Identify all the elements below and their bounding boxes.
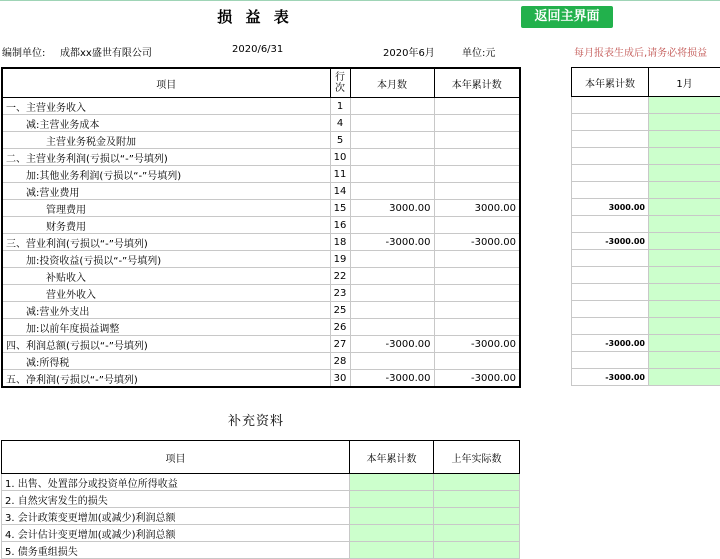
supp-cell-ytd-input[interactable] [350,474,434,491]
page-title: 损 益 表 [200,6,310,27]
side-cell-jan-input[interactable] [649,233,720,250]
side-row [572,318,720,335]
cell-line: 5 [330,132,350,149]
cell-line: 11 [330,166,350,183]
cell-item: 主营业务税金及附加 [2,132,330,149]
side-cell-jan-input[interactable] [649,267,720,284]
side-header-jan: 1月 [649,68,720,97]
supp-row [2,474,520,491]
table-row [2,353,520,370]
side-row [572,165,720,182]
supp-cell-item: 1. 出售、处置部分或投资单位所得收益 [2,474,350,491]
side-row [572,335,720,352]
cell-month[interactable] [350,98,434,115]
cell-line: 15 [330,200,350,217]
side-cell-jan-input[interactable] [649,301,720,318]
cell-ytd[interactable] [434,149,520,166]
header-ytd: 本年累计数 [434,68,520,98]
cell-month[interactable]: -3000.00 [350,370,434,388]
cell-ytd[interactable] [434,319,520,336]
supp-cell-ytd-input[interactable] [350,491,434,508]
side-cell-ytd [572,148,649,165]
table-row [2,217,520,234]
side-cell-ytd [572,216,649,233]
cell-ytd[interactable] [434,302,520,319]
cell-ytd[interactable] [434,183,520,200]
side-cell-ytd [572,352,649,369]
cell-month[interactable] [350,319,434,336]
side-row [572,114,720,131]
cell-ytd[interactable]: 3000.00 [434,200,520,217]
cell-item: 减:营业费用 [2,183,330,200]
cell-month[interactable] [350,302,434,319]
side-row [572,182,720,199]
supp-cell-prev-input[interactable] [434,525,520,542]
cell-month[interactable] [350,285,434,302]
cell-month[interactable] [350,166,434,183]
side-row [572,250,720,267]
cell-month[interactable] [350,183,434,200]
supp-header-ytd: 本年累计数 [350,441,434,474]
side-row [572,233,720,250]
side-cell-ytd [572,284,649,301]
cell-item: 加:其他业务利润(亏损以“-”号填列) [2,166,330,183]
cell-month[interactable] [350,149,434,166]
supp-row [2,491,520,508]
side-row [572,267,720,284]
side-cell-jan-input[interactable] [649,97,720,114]
side-cell-ytd [572,97,649,114]
currency-unit: 单位:元 [462,44,495,59]
cell-item: 管理费用 [2,200,330,217]
table-row [2,251,520,268]
table-row [2,132,520,149]
cell-item: 二、主营业务利润(亏损以“-”号填列) [2,149,330,166]
cell-line: 16 [330,217,350,234]
cell-ytd[interactable] [434,132,520,149]
cell-month[interactable] [350,353,434,370]
cell-line: 1 [330,98,350,115]
cell-item: 营业外收入 [2,285,330,302]
table-row [2,115,520,132]
cell-line: 23 [330,285,350,302]
supp-row [2,542,520,559]
cell-line: 10 [330,149,350,166]
side-cell-ytd [572,318,649,335]
table-row [2,200,520,217]
cell-month[interactable]: 3000.00 [350,200,434,217]
side-cell-jan-input[interactable] [649,216,720,233]
cell-ytd[interactable]: -3000.00 [434,370,520,388]
cell-month[interactable] [350,217,434,234]
supp-cell-item: 3. 会计政策变更增加(或减少)利润总额 [2,508,350,525]
side-cell-ytd [572,131,649,148]
side-row [572,369,720,386]
side-cell-jan-input[interactable] [649,284,720,301]
cell-ytd[interactable] [434,268,520,285]
cell-month[interactable] [350,132,434,149]
cell-month[interactable]: -3000.00 [350,336,434,353]
side-cell-jan-input[interactable] [649,114,720,131]
header-month: 本月数 [350,68,434,98]
income-statement-table [1,67,521,388]
cell-month[interactable] [350,115,434,132]
cell-ytd[interactable] [434,98,520,115]
cell-month[interactable]: -3000.00 [350,234,434,251]
header-line: 行次 [330,68,350,98]
cell-month[interactable] [350,251,434,268]
side-cell-ytd [572,165,649,182]
cell-item: 四、利润总额(亏损以“-”号填列) [2,336,330,353]
side-cell-jan-input[interactable] [649,250,720,267]
table-row [2,336,520,353]
cell-line: 28 [330,353,350,370]
cell-item: 减:营业外支出 [2,302,330,319]
row-guide-line [0,0,720,1]
side-cell-ytd [572,250,649,267]
side-row [572,284,720,301]
side-cell-ytd: 3000.00 [572,199,649,216]
side-cell-ytd [572,267,649,284]
supplement-title: 补充资料 [228,410,284,429]
cell-ytd[interactable] [434,353,520,370]
cell-item: 加:以前年度损益调整 [2,319,330,336]
side-row [572,148,720,165]
monthly-side-table [571,67,720,386]
cell-ytd[interactable] [434,166,520,183]
cell-month[interactable] [350,268,434,285]
side-cell-jan-input[interactable] [649,318,720,335]
side-cell-jan-input[interactable] [649,182,720,199]
side-row [572,97,720,114]
supp-row [2,508,520,525]
supp-cell-prev-input[interactable] [434,474,520,491]
supp-cell-ytd-input[interactable] [350,542,434,559]
cell-line: 26 [330,319,350,336]
table-row [2,149,520,166]
cell-ytd[interactable] [434,285,520,302]
side-cell-ytd [572,114,649,131]
cell-line: 22 [330,268,350,285]
cell-ytd[interactable]: -3000.00 [434,234,520,251]
cell-item: 一、主营业务收入 [2,98,330,115]
table-row [2,302,520,319]
side-cell-jan-input[interactable] [649,352,720,369]
supp-cell-item: 2. 自然灾害发生的损失 [2,491,350,508]
table-row [2,268,520,285]
cell-line: 14 [330,183,350,200]
cell-line: 18 [330,234,350,251]
side-cell-ytd [572,182,649,199]
table-row [2,166,520,183]
supplement-table [1,440,520,559]
side-cell-jan-input[interactable] [649,148,720,165]
report-period: 2020年6月 [383,44,435,59]
table-row [2,319,520,336]
table-row [2,285,520,302]
cell-ytd[interactable] [434,115,520,132]
cell-item: 三、营业利润(亏损以“-”号填列) [2,234,330,251]
side-header-ytd: 本年累计数 [572,68,649,97]
table-row [2,183,520,200]
cell-ytd[interactable] [434,251,520,268]
supp-cell-prev-input[interactable] [434,491,520,508]
side-row [572,352,720,369]
company-name: 成都xx盛世有限公司 [60,44,152,59]
cell-ytd[interactable]: -3000.00 [434,336,520,353]
cell-line: 4 [330,115,350,132]
cell-item: 加:投资收益(亏损以“-”号填列) [2,251,330,268]
cell-item: 减:所得税 [2,353,330,370]
side-row [572,199,720,216]
cell-item: 五、净利润(亏损以“-”号填列) [2,370,330,388]
table-row [2,234,520,251]
supp-cell-item: 4. 会计估计变更增加(或减少)利润总额 [2,525,350,542]
side-cell-ytd [572,301,649,318]
side-row [572,131,720,148]
cell-line: 27 [330,336,350,353]
table-row [2,370,520,388]
cell-line: 19 [330,251,350,268]
side-cell-jan-input[interactable] [649,165,720,182]
side-cell-ytd: -3000.00 [572,335,649,352]
table-row [2,98,520,115]
side-cell-jan-input[interactable] [649,369,720,386]
side-cell-ytd: -3000.00 [572,233,649,250]
notice-text: 每月报表生成后,请务必将损益 [574,44,707,59]
home-button[interactable]: 返回主界面 [521,6,613,28]
cell-line: 25 [330,302,350,319]
supp-header-item: 项目 [2,441,350,474]
company-label: 编制单位: [2,44,45,59]
side-row [572,216,720,233]
side-cell-jan-input[interactable] [649,335,720,352]
side-cell-ytd: -3000.00 [572,369,649,386]
supp-cell-item: 5. 债务重组损失 [2,542,350,559]
cell-item: 减:主营业务成本 [2,115,330,132]
cell-item: 补贴收入 [2,268,330,285]
header-item: 项目 [2,68,330,98]
cell-ytd[interactable] [434,217,520,234]
supp-cell-ytd-input[interactable] [350,508,434,525]
side-row [572,301,720,318]
supp-row [2,525,520,542]
cell-line: 30 [330,370,350,388]
supp-header-prev: 上年实际数 [434,441,520,474]
supp-cell-prev-input[interactable] [434,508,520,525]
report-date: 2020/6/31 [232,44,283,55]
side-cell-jan-input[interactable] [649,131,720,148]
supp-cell-prev-input[interactable] [434,542,520,559]
cell-item: 财务费用 [2,217,330,234]
side-cell-jan-input[interactable] [649,199,720,216]
supp-cell-ytd-input[interactable] [350,525,434,542]
